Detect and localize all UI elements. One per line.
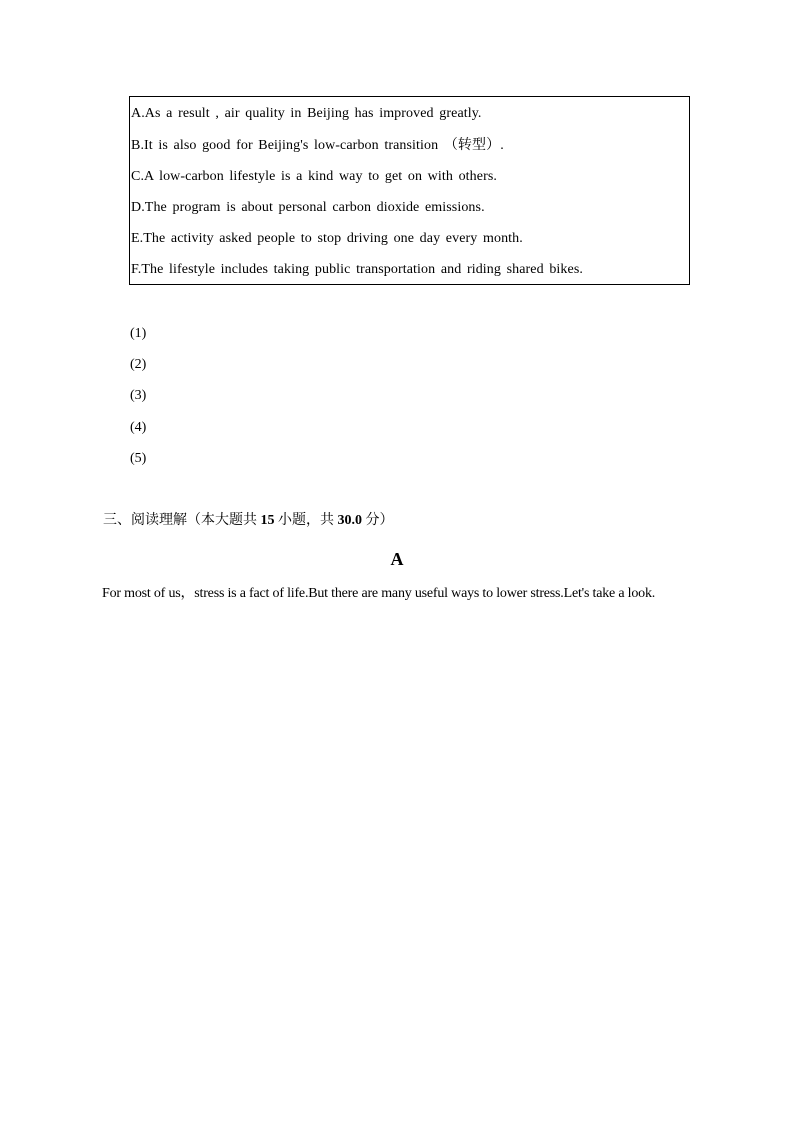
section-heading	[103, 512, 394, 530]
section-heading-suffix: 分）	[362, 513, 394, 528]
section-heading-prefix: 三、阅读理解（本大题共	[103, 513, 261, 528]
option-f: F.The lifestyle includes taking public transportation and riding shared bikes.	[131, 262, 583, 277]
passage-first-line: For most of us，stress is a fact of life.But there are many useful ways to lower stress.Let's take a look.	[102, 586, 656, 601]
answer-number-3: (3)	[130, 388, 147, 403]
section-question-count: 15	[260, 513, 275, 528]
passage-title: A	[390, 549, 404, 569]
option-b: B.It is also good for Beijing's low-carbon transition （转型）.	[131, 138, 504, 153]
options-box	[129, 96, 690, 285]
section-total-score: 30.0	[337, 513, 362, 528]
option-d: D.The program is about personal carbon dioxide emissions.	[131, 200, 485, 215]
section-heading-middle: 小题，共	[274, 513, 338, 528]
option-c: C.A low-carbon lifestyle is a kind way to get on with others.	[131, 169, 497, 184]
answer-number-4: (4)	[130, 420, 147, 435]
answer-number-5: (5)	[130, 451, 147, 466]
answer-number-1: (1)	[130, 326, 147, 341]
option-e: E.The activity asked people to stop driving one day every month.	[131, 231, 523, 246]
answer-number-2: (2)	[130, 357, 147, 372]
option-a: A.As a result , air quality in Beijing has improved greatly.	[131, 106, 482, 121]
